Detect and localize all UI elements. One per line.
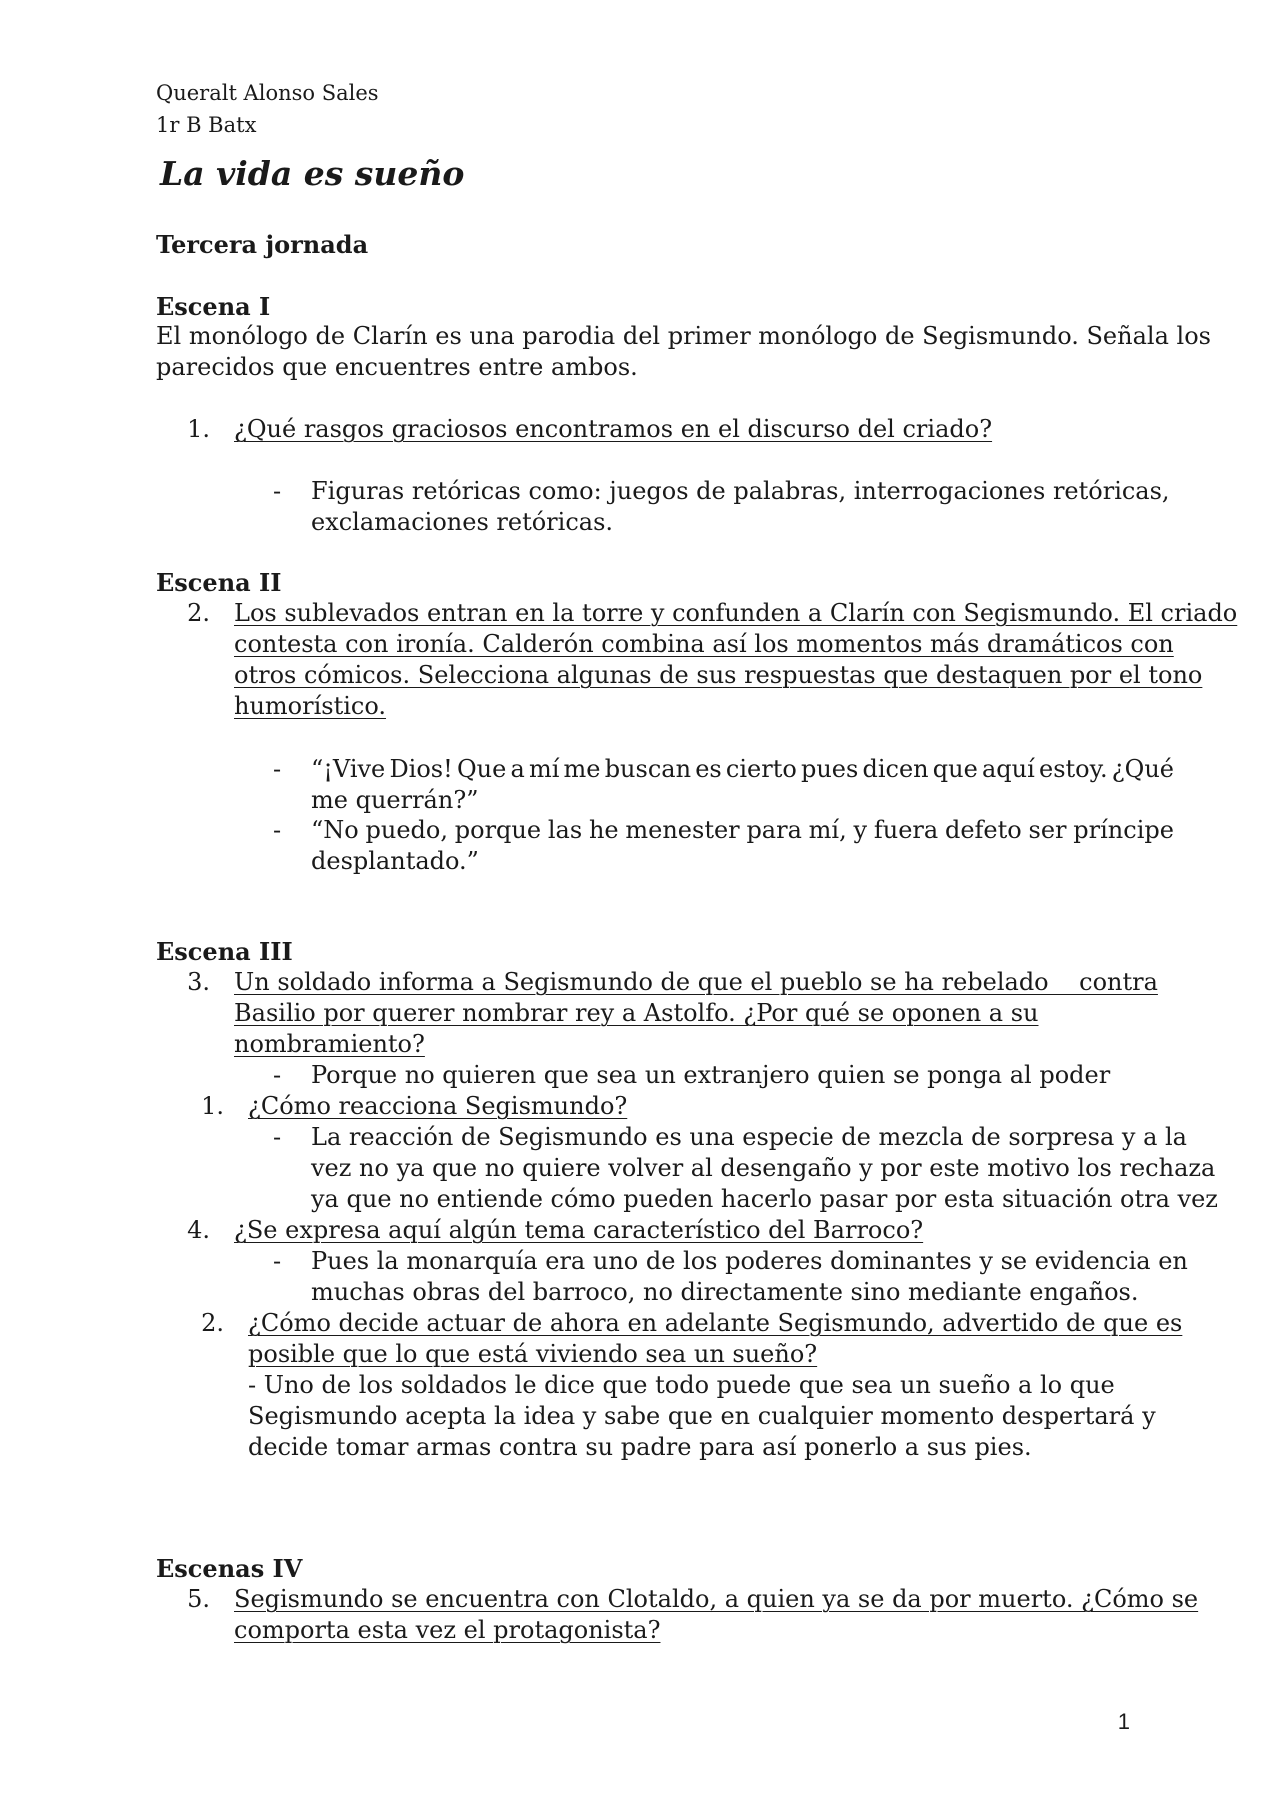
- bullet-dash: -: [273, 1061, 282, 1089]
- word: a: [510, 755, 525, 783]
- question-number: 2.: [201, 1309, 224, 1337]
- answer-line: [311, 815, 1174, 846]
- answer-line: muchas obras del barroco, no directamente sino mediante engaños.: [311, 1278, 1139, 1306]
- answer-1: [311, 476, 1170, 538]
- word: mí: [528, 755, 560, 783]
- question-number: 1.: [187, 415, 210, 443]
- question-line: Un soldado informa a Segismundo de que el pueblo se ha rebelado contra: [234, 968, 1158, 996]
- word: “No: [311, 816, 359, 844]
- word: Dios!: [389, 755, 453, 783]
- question-line: humorístico.: [234, 692, 387, 720]
- word: ¿Qué: [1111, 755, 1174, 783]
- question-line: ¿Se expresa aquí algún tema característico del Barroco?: [234, 1216, 924, 1244]
- intro-line: El monólogo de Clarín es una parodia del primer monólogo de Segismundo. Señala los: [156, 322, 1211, 350]
- word: menester: [625, 816, 740, 844]
- question-line: Basilio por querer nombrar rey a Astolfo. ¿Por qué se oponen a su: [234, 999, 1039, 1027]
- word: Que: [456, 755, 507, 783]
- word: dicen: [862, 755, 929, 783]
- escena-4-heading: Escenas IV: [156, 1554, 303, 1583]
- question-line: posible que lo que está viviendo sea un sueño?: [248, 1340, 818, 1368]
- word: puedo,: [365, 816, 448, 844]
- word: las: [547, 816, 583, 844]
- escena-2-heading: Escena II: [156, 568, 282, 597]
- word: pues: [800, 755, 859, 783]
- question-line: contesta con ironía. Calderón combina así los momentos más dramáticos con: [234, 630, 1174, 658]
- answer-2a: [311, 754, 1174, 816]
- answer-3: [311, 1060, 1110, 1091]
- answer-line: - Uno de los soldados le dice que todo puede que sea un sueño a lo que: [248, 1371, 1115, 1399]
- answer-line: La reacción de Segismundo es una especie de mezcla de sorpresa y a la: [311, 1123, 1187, 1151]
- word: buscan: [604, 755, 692, 783]
- question-line: ¿Cómo reacciona Segismundo?: [248, 1092, 628, 1120]
- answer-line: ya que no entiende cómo pueden hacerlo pasar por esta situación otra vez: [311, 1185, 1218, 1213]
- word: cierto: [725, 755, 797, 783]
- escena-1-heading: Escena I: [156, 292, 271, 321]
- question-number: 2.: [187, 599, 210, 627]
- class-label: 1r B Batx: [156, 113, 257, 137]
- word: que: [932, 755, 978, 783]
- bullet-dash: -: [273, 816, 282, 844]
- word: “¡Vive: [311, 755, 386, 783]
- jornada-heading: Tercera jornada: [156, 230, 369, 259]
- question-line: Segismundo se encuentra con Clotaldo, a quien ya se da por muerto. ¿Cómo se: [234, 1585, 1199, 1613]
- escena-3-heading: Escena III: [156, 937, 293, 966]
- word: para: [746, 816, 802, 844]
- author-name: Queralt Alonso Sales: [156, 81, 379, 105]
- answer-line: Segismundo acepta la idea y sabe que en cualquier momento despertará y: [248, 1402, 1156, 1430]
- intro-line: parecidos que encuentres entre ambos.: [156, 353, 638, 381]
- question-1: [234, 414, 992, 445]
- question-2: [234, 598, 1237, 722]
- question-number: 4.: [187, 1216, 210, 1244]
- question-number: 3.: [187, 968, 210, 996]
- question-line: otros cómicos. Selecciona algunas de sus respuestas que destaquen por el tono: [234, 661, 1203, 689]
- word: he: [588, 816, 619, 844]
- page-number: 1: [1117, 1709, 1130, 1734]
- question-line: ¿Cómo decide actuar de ahora en adelante Segismundo, advertido de que es: [248, 1309, 1183, 1337]
- answer-line: Figuras retóricas como: juegos de palabras, interrogaciones retóricas,: [311, 477, 1170, 505]
- answer-line: me querrán?”: [311, 786, 479, 814]
- answer-line: Porque no quieren que sea un extranjero quien se ponga al poder: [311, 1061, 1111, 1089]
- word: estoy.: [1038, 755, 1108, 783]
- question-line: Los sublevados entran en la torre y confunden a Clarín con Segismundo. El criado: [234, 599, 1238, 627]
- word: defeto: [944, 816, 1022, 844]
- word: y: [853, 816, 868, 844]
- word: aquí: [982, 755, 1035, 783]
- answer-line: [311, 754, 1174, 785]
- document-title: La vida es sueño: [160, 154, 465, 193]
- question-line: ¿Qué rasgos graciosos encontramos en el discurso del criado?: [234, 415, 993, 443]
- question-line: comporta esta vez el protagonista?: [234, 1616, 661, 1644]
- word: me: [563, 755, 601, 783]
- answer-3b: [311, 1122, 1218, 1215]
- word: es: [695, 755, 722, 783]
- answer-4: [311, 1246, 1188, 1308]
- bullet-dash: -: [273, 477, 282, 505]
- word: príncipe: [1073, 816, 1174, 844]
- question-5: [234, 1584, 1198, 1646]
- question-4: [234, 1215, 923, 1246]
- question-4b: [248, 1308, 1182, 1370]
- answer-line: exclamaciones retóricas.: [311, 508, 614, 536]
- question-3b: [248, 1091, 627, 1122]
- answer-line: Pues la monarquía era uno de los poderes dominantes y se evidencia en: [311, 1247, 1188, 1275]
- answer-line: vez no ya que no quiere volver al desengaño y por este motivo los rechaza: [311, 1154, 1216, 1182]
- answer-line: decide tomar armas contra su padre para así ponerlo a sus pies.: [248, 1433, 1032, 1461]
- answer-4b: [248, 1370, 1156, 1463]
- answer-2b: [311, 815, 1174, 877]
- word: mí,: [808, 816, 847, 844]
- question-number: 5.: [187, 1585, 210, 1613]
- answer-line: desplantado.”: [311, 847, 479, 875]
- bullet-dash: -: [273, 755, 282, 783]
- question-number: 1.: [201, 1092, 224, 1120]
- bullet-dash: -: [273, 1247, 282, 1275]
- escena-1-intro: [156, 321, 1211, 383]
- question-3: [234, 967, 1158, 1060]
- word: porque: [454, 816, 542, 844]
- question-line: nombramiento?: [234, 1030, 425, 1058]
- word: ser: [1028, 816, 1067, 844]
- word: fuera: [873, 816, 939, 844]
- bullet-dash: -: [273, 1123, 282, 1151]
